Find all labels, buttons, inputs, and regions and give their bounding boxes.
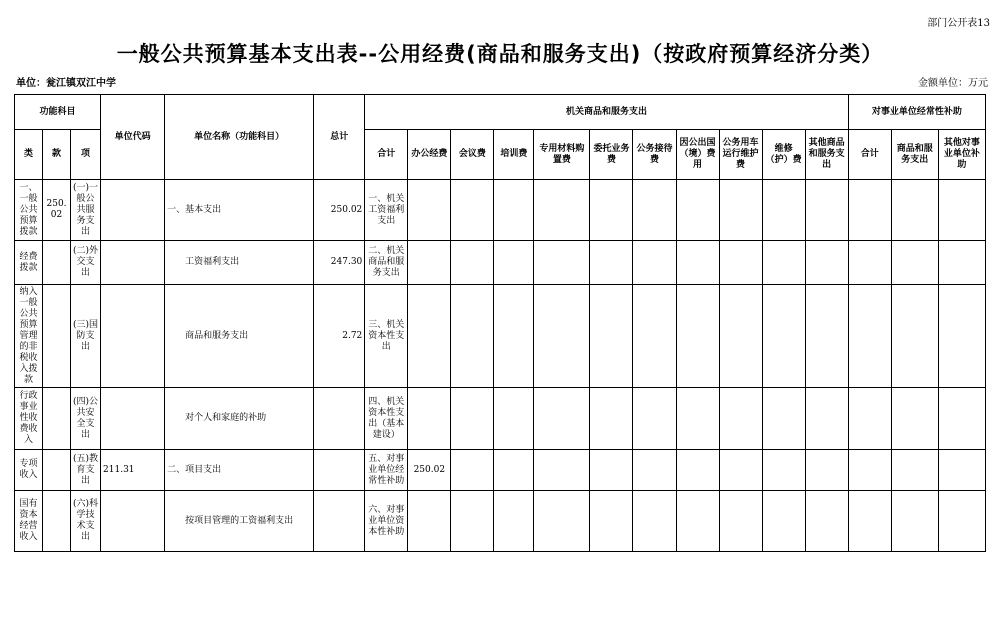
cell-total: 247.30: [314, 241, 365, 285]
cell-xiang: (四)公共安全支出: [71, 388, 101, 450]
cell-lei: 专项收入: [15, 450, 43, 491]
cell-code: [101, 180, 165, 241]
cell-econ: 四、机关资本性支出（基本建设）: [365, 388, 408, 450]
header-other-goods: 其他商品和服务支出: [805, 130, 848, 180]
cell-econ: 二、机关商品和服务支出: [365, 241, 408, 285]
cell-lei: 纳入一般公共预算管理的非税收入拨款: [15, 285, 43, 388]
header-office: 办公经费: [408, 130, 451, 180]
cell-econ: 五、对事业单位经常性补助: [365, 450, 408, 491]
cell-xiang: (三)国防支出: [71, 285, 101, 388]
table-row: [15, 285, 986, 388]
cell-kuan: [43, 241, 71, 285]
cell-code: [101, 491, 165, 552]
cell-name: 商品和服务支出: [165, 285, 314, 388]
cell-office: 250.02: [408, 450, 451, 491]
cell-code: [101, 285, 165, 388]
cell-total: [314, 450, 365, 491]
cell-econ: 三、机关资本性支出: [365, 285, 408, 388]
header-xiang: 项: [71, 130, 101, 180]
header-kuan: 款: [43, 130, 71, 180]
cell-lei: 经费拨款: [15, 241, 43, 285]
cell-xiang: (一)一般公共服务支出: [71, 180, 101, 241]
table-row: [15, 180, 986, 241]
cell-xiang: (六)科学技术支出: [71, 491, 101, 552]
cell-total: [314, 388, 365, 450]
table-number-tag: 部门公开表13: [927, 18, 990, 29]
cell-kuan: [43, 450, 71, 491]
cell-kuan: [43, 388, 71, 450]
cell-lei: 行政事业性收费收入: [15, 388, 43, 450]
cell-office: [408, 388, 451, 450]
header-subtotal: 合计: [365, 130, 408, 180]
cell-total: [314, 491, 365, 552]
table-row: [15, 491, 986, 552]
header-subtotal-2: 合计: [848, 130, 891, 180]
budget-table: [14, 94, 986, 552]
header-unit-name: 单位名称（功能科目）: [165, 95, 314, 180]
cell-name: 对个人和家庭的补助: [165, 388, 314, 450]
page-title: 一般公共预算基本支出表--公用经费(商品和服务支出)（按政府预算经济分类）: [116, 42, 884, 66]
cell-xiang: (五)教育支出: [71, 450, 101, 491]
table-row: [15, 388, 986, 450]
cell-xiang: (二)外交支出: [71, 241, 101, 285]
cell-office: [408, 180, 451, 241]
header-training: 培训费: [494, 130, 534, 180]
cell-name: 按项目管理的工资福利支出: [165, 491, 314, 552]
cell-code: [101, 388, 165, 450]
cell-name: 一、基本支出: [165, 180, 314, 241]
header-goods-services-group: 机关商品和服务支出: [365, 95, 848, 130]
header-func-subject: 功能科目: [15, 95, 101, 130]
header-lei: 类: [15, 130, 43, 180]
header-vehicle: 公务用车运行维护费: [719, 130, 762, 180]
header-total: 总计: [314, 95, 365, 180]
cell-name: 工资福利支出: [165, 241, 314, 285]
header-entrusted: 委托业务费: [590, 130, 633, 180]
header-special-materials: 专用材料购置费: [534, 130, 590, 180]
cell-kuan: 250.02: [43, 180, 71, 241]
header-other-subsidy: 其他对事业单位补助: [938, 130, 985, 180]
cell-total: 2.72: [314, 285, 365, 388]
cell-econ: 一、机关工资福利支出: [365, 180, 408, 241]
cell-code: [101, 241, 165, 285]
header-goods-services: 商品和服务支出: [891, 130, 938, 180]
cell-office: [408, 241, 451, 285]
cell-lei: 一、一般公共预算拨款: [15, 180, 43, 241]
cell-name: 二、项目支出: [165, 450, 314, 491]
cell-kuan: [43, 285, 71, 388]
cell-lei: 国有资本经营收入: [15, 491, 43, 552]
header-maintenance: 维修（护）费: [762, 130, 805, 180]
cell-office: [408, 491, 451, 552]
amount-unit-label: 金额单位：万元: [918, 78, 988, 89]
header-abroad: 因公出国（境）费用: [676, 130, 719, 180]
table-row: [15, 241, 986, 285]
cell-office: [408, 285, 451, 388]
unit-label: 单位：瓮江镇双江中学: [16, 78, 116, 89]
header-reception: 公务接待费: [633, 130, 676, 180]
header-meeting: 会议费: [451, 130, 494, 180]
cell-econ: 六、对事业单位资本性补助: [365, 491, 408, 552]
table-row: [15, 450, 986, 491]
cell-kuan: [43, 491, 71, 552]
header-unit-code: 单位代码: [101, 95, 165, 180]
cell-total: 250.02: [314, 180, 365, 241]
cell-code: 211.31: [101, 450, 165, 491]
header-subsidy-group: 对事业单位经常性补助: [848, 95, 985, 130]
